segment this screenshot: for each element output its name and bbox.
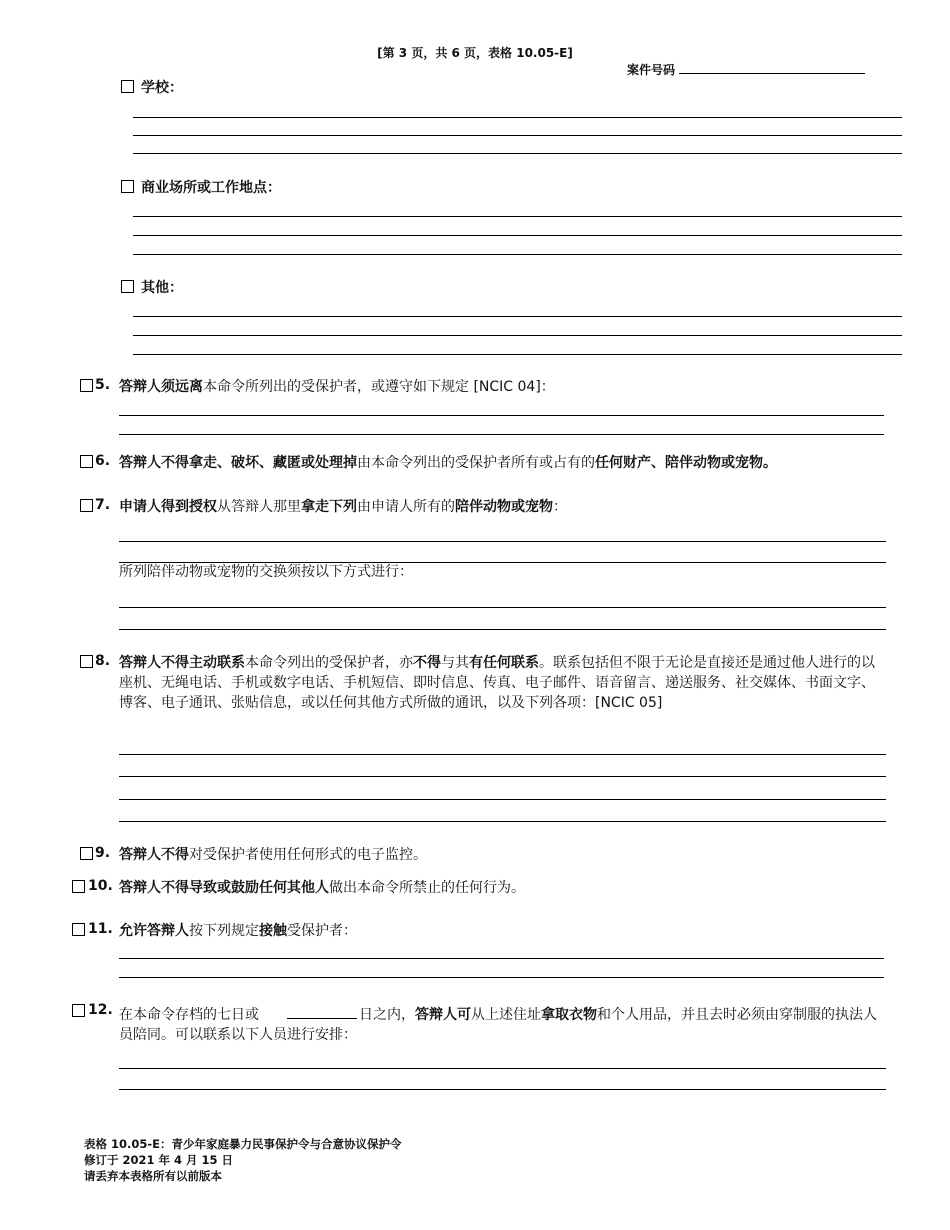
item-9-checkbox[interactable]	[80, 847, 93, 860]
item-8-bold: 答辩人不得主动联系	[119, 655, 245, 671]
footer	[84, 1136, 402, 1184]
item-7-line[interactable]	[119, 607, 886, 608]
item-6-bold: 答辩人不得拿走、破坏、藏匿或处理掉	[119, 455, 357, 471]
item-6-body: 由本命令列出的受保护者所有或占有的	[357, 455, 595, 471]
item-10-number: 10.	[88, 878, 113, 894]
item-11-line[interactable]	[119, 958, 884, 959]
item-11-body: 按下列规定	[189, 923, 259, 939]
item-8-body: 。联系包括但不限于无论是直接还是通过他人进行的以座机、无绳电话、手机或数字电话、手机短信、即时信息、传真、电子邮件、语音留言、递送服务、社交媒体、书面文字、博客、电子通讯、张贴信息，或以任何其他方式所做的通讯，以及下列各项：[NCIC 05]	[119, 655, 875, 711]
item-11-line[interactable]	[119, 977, 884, 978]
item-7-body: 由申请人所有的	[357, 499, 455, 515]
item-5-number: 5.	[95, 377, 111, 393]
other-label: 其他：	[141, 280, 183, 296]
page-header: [第 3 页，共 6 页，表格 10.05-E]	[377, 46, 573, 60]
item-12-body: 从上述住址	[471, 1007, 541, 1023]
item-7-text	[119, 497, 889, 517]
item-7-line[interactable]	[119, 541, 886, 542]
item-5-text	[119, 377, 889, 397]
item-12-body: 和个人用品，并且去时必须由穿制服的执法人员陪同。可以联系以下人员进行安排：	[119, 1007, 877, 1043]
item-6-checkbox[interactable]	[80, 455, 93, 468]
item-6-bold: 任何财产、陪伴动物或宠物。	[595, 455, 777, 471]
item-8-checkbox[interactable]	[80, 655, 93, 668]
item-7-exchange-text: 所列陪伴动物或宠物的交换须按以下方式进行：	[119, 564, 413, 580]
item-12-text	[119, 1004, 879, 1045]
item-7-bold: 申请人得到授权	[119, 499, 217, 515]
footer-revision-date: 修订于 2021 年 4 月 15 日	[84, 1153, 234, 1167]
item-10-body: 做出本命令所禁止的任何行为。	[329, 880, 525, 896]
item-12-line[interactable]	[119, 1089, 886, 1090]
footer-discard-note: 请丢弃本表格所有以前版本	[84, 1169, 222, 1183]
item-7-bold: 陪伴动物或宠物	[455, 499, 553, 515]
item-8-body: 与其	[441, 655, 469, 671]
other-line[interactable]	[133, 335, 902, 336]
workplace-line[interactable]	[133, 216, 902, 217]
item-10-text	[119, 878, 889, 898]
school-checkbox[interactable]	[121, 80, 134, 93]
workplace-label: 商业场所或工作地点：	[141, 180, 281, 196]
item-11-checkbox[interactable]	[72, 923, 85, 936]
item-8-line[interactable]	[119, 754, 886, 755]
item-5-line[interactable]	[119, 434, 884, 435]
item-12-bold: 答辩人可	[415, 1007, 471, 1023]
item-10-bold: 答辩人不得导致或鼓励任何其他人	[119, 880, 329, 896]
school-label: 学校：	[141, 80, 183, 96]
item-6-text	[119, 453, 889, 473]
item-12-body: 在本命令存档的七日或	[119, 1007, 259, 1023]
item-9-bold: 答辩人不得	[119, 847, 189, 863]
item-5-checkbox[interactable]	[80, 379, 93, 392]
case-number	[627, 61, 865, 78]
workplace-line[interactable]	[133, 235, 902, 236]
footer-form-title: 表格 10.05-E：青少年家庭暴力民事保护令与合意协议保护令	[84, 1137, 402, 1151]
item-9-body: 对受保护者使用任何形式的电子监控。	[189, 847, 427, 863]
school-line[interactable]	[133, 135, 902, 136]
case-number-label: 案件号码	[627, 63, 676, 77]
item-11-text	[119, 921, 889, 941]
other-line[interactable]	[133, 316, 902, 317]
item-8-number: 8.	[95, 653, 111, 669]
item-12-checkbox[interactable]	[72, 1004, 85, 1017]
item-7-body: 从答辩人那里	[217, 499, 301, 515]
item-8-line[interactable]	[119, 776, 886, 777]
item-7-number: 7.	[95, 497, 111, 513]
item-7-checkbox[interactable]	[80, 499, 93, 512]
item-8-line[interactable]	[119, 821, 886, 822]
item-12-number: 12.	[88, 1002, 113, 1018]
school-line[interactable]	[133, 153, 902, 154]
item-11-bold: 允许答辩人	[119, 923, 189, 939]
item-12-bold: 拿取衣物	[541, 1007, 597, 1023]
item-5-line[interactable]	[119, 415, 884, 416]
item-11-body: 受保护者：	[287, 923, 357, 939]
item-7-line[interactable]	[119, 629, 886, 630]
item-9-text	[119, 845, 889, 865]
workplace-checkbox[interactable]	[121, 180, 134, 193]
school-line[interactable]	[133, 117, 902, 118]
item-8-line[interactable]	[119, 799, 886, 800]
item-11-number: 11.	[88, 921, 113, 937]
item-7-body: ：	[553, 499, 567, 515]
item-8-text	[119, 653, 879, 713]
item-5-body: 本命令所列出的受保护者，或遵守如下规定 [NCIC 04]：	[203, 379, 555, 395]
item-12-body: 日之内，	[359, 1007, 415, 1023]
item-8-bold: 不得	[413, 655, 441, 671]
item-8-body: 本命令列出的受保护者，亦	[245, 655, 413, 671]
item-8-bold: 有任何联系	[469, 655, 539, 671]
item-5-bold: 答辩人须远离	[119, 379, 203, 395]
item-7-bold: 拿走下列	[301, 499, 357, 515]
other-checkbox[interactable]	[121, 280, 134, 293]
item-11-bold: 接触	[259, 923, 287, 939]
item-6-number: 6.	[95, 453, 111, 469]
other-line[interactable]	[133, 354, 902, 355]
item-12-line[interactable]	[119, 1068, 886, 1069]
item-10-checkbox[interactable]	[72, 880, 85, 893]
item-9-number: 9.	[95, 845, 111, 861]
case-number-field[interactable]	[679, 61, 865, 74]
item-12-days-field[interactable]	[287, 1004, 357, 1019]
workplace-line[interactable]	[133, 254, 902, 255]
